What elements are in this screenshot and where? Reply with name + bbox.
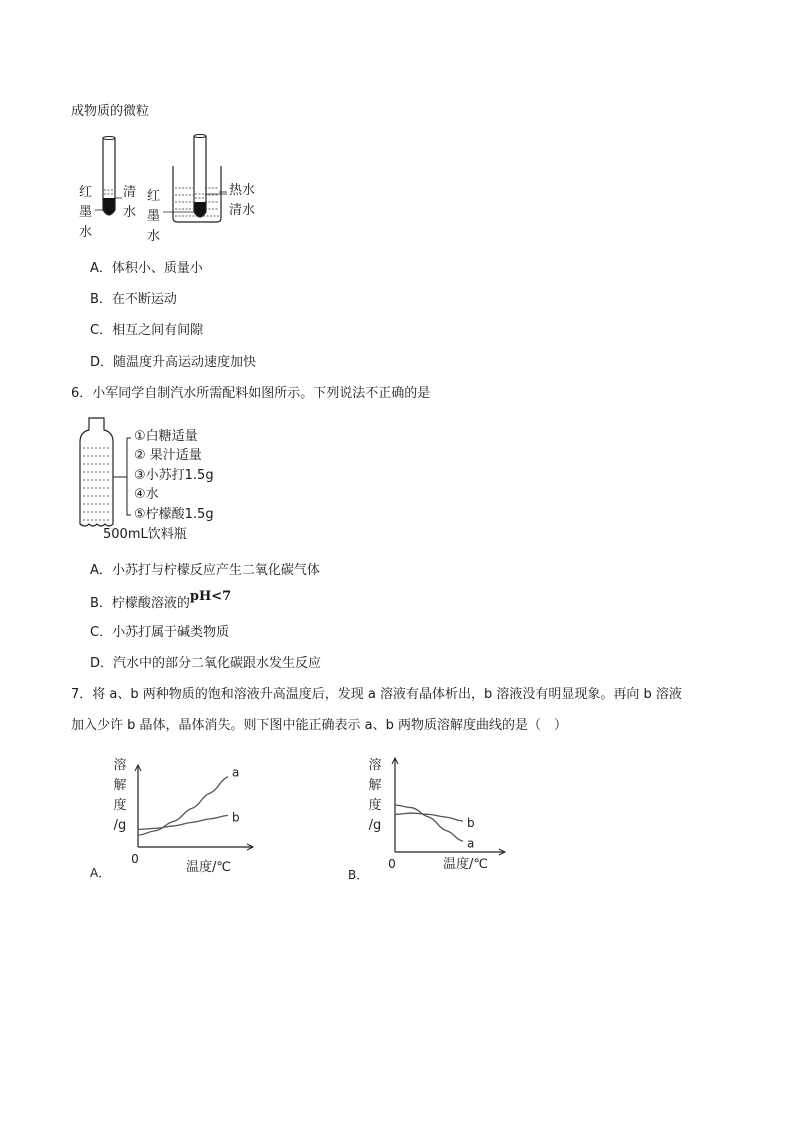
q7-stem-line1: 7．将 a、b 两种物质的饱和溶液升高温度后，发现 a 溶液有晶体析出，b 溶液没有明显现象。再向 b 溶液	[71, 687, 682, 702]
q6-option-c: C．小苏打属于碱类物质	[90, 625, 230, 640]
left-water-label-1: 清	[123, 185, 137, 200]
y-axis-label-char: 溶	[113, 758, 127, 773]
q6-option-b	[90, 589, 232, 612]
y-axis-label-char: 度	[113, 798, 127, 813]
ph-expression: pH<7	[189, 589, 232, 604]
q5-option-c: C．相互之间有间隙	[90, 323, 204, 338]
chart-b-svg	[345, 755, 545, 885]
series-label-a: a	[467, 836, 475, 851]
q6-stem: 6．小军同学自制汽水所需配料如图所示。下列说法不正确的是	[71, 386, 431, 401]
y-axis-label-char: /g	[113, 818, 127, 833]
series-label-a: a	[232, 765, 240, 780]
series-label-b: b	[232, 810, 240, 825]
series-line-b	[138, 815, 228, 829]
chart-panel-label: B．	[348, 868, 369, 882]
hot-water-label: 热水	[229, 183, 256, 198]
q6-option-b-text: B．柠檬酸溶液的	[90, 596, 190, 611]
y-axis-label-char: 解	[113, 778, 127, 793]
chart-panel-label: A．	[90, 866, 111, 880]
ingredient-1: ①白糖适量	[134, 429, 198, 444]
x-axis-label: 温度/℃	[186, 860, 231, 875]
left-ink-label-3: 水	[79, 225, 93, 240]
chart-b-panel	[345, 755, 545, 885]
y-axis-label-char: 溶	[368, 758, 382, 773]
q6-option-d: D．汽水中的部分二氧化碳跟水发生反应	[90, 656, 322, 671]
left-water-label-2: 水	[123, 205, 137, 220]
y-axis-label-char: 解	[368, 778, 382, 793]
q5-option-d: D．随温度升高运动速度加快	[90, 355, 257, 370]
diffusion-figure	[75, 132, 275, 247]
series-label-b: b	[467, 816, 475, 831]
ingredient-2: ② 果汁适量	[134, 448, 202, 463]
left-ink-label-2: 墨	[79, 205, 93, 220]
ingredient-5: ⑤柠檬酸1.5g	[134, 507, 214, 522]
y-axis-label-char: 度	[368, 798, 382, 813]
red-ink-left	[104, 198, 115, 215]
chart-a-svg	[90, 755, 290, 885]
origin-label: 0	[388, 857, 396, 871]
series-line-a	[138, 777, 228, 836]
bottle-caption: 500mL饮料瓶	[103, 527, 187, 542]
y-axis-label-char: /g	[368, 818, 382, 833]
q5-option-a: A．体积小、质量小	[90, 261, 203, 276]
q7-stem-line2: 加入少许 b 晶体，晶体消失。则下图中能正确表示 a、b 两物质溶解度曲线的是（ ）	[71, 718, 567, 733]
ingredient-3: ③小苏打1.5g	[134, 468, 214, 483]
q6-option-a: A．小苏打与柠檬反应产生二氧化碳气体	[90, 563, 320, 578]
clear-water-label: 清水	[229, 203, 256, 218]
bottle-figure	[75, 414, 275, 549]
left-ink-label-1: 红	[79, 185, 93, 200]
origin-label: 0	[131, 852, 139, 866]
series-line-a	[395, 805, 463, 841]
ingredients-bracket	[127, 438, 131, 515]
x-axis-label: 温度/℃	[443, 857, 488, 872]
intro-line: 成物质的微粒	[71, 104, 150, 119]
right-ink-label-3: 水	[147, 229, 161, 244]
right-ink-label-2: 墨	[147, 209, 161, 224]
chart-a-panel	[90, 755, 290, 885]
right-ink-label-1: 红	[147, 189, 161, 204]
ingredient-4: ④水	[134, 487, 159, 502]
q5-option-b: B．在不断运动	[90, 292, 177, 307]
